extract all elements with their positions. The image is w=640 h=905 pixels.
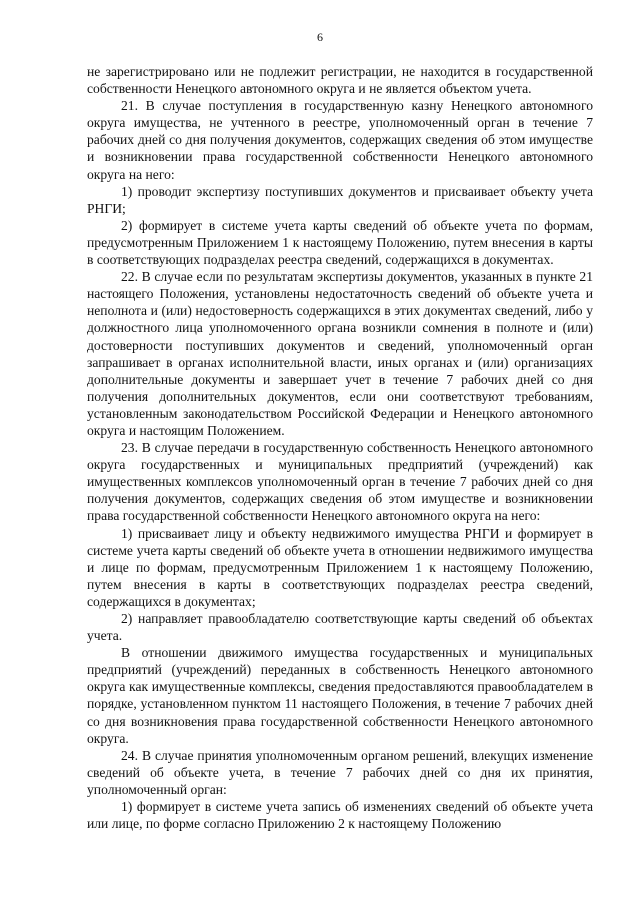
paragraph-clause-22: 22. В случае если по результатам экспертизы документов, указанных в пункте 21 настоящего Положения, установлены недостаточность сведений об объекте учета и неполнота и (или) недостоверность содержащихся в этих документах сведений, либо у должностного лица уполномоченного органа возникли сомнения в полноте и (или) достоверности поступивших документов и сведений, уполномоченный орган запрашивает в органах исполнительной власти, иных органах и (или) организациях дополнительные документы и завершает учет в течение 7 рабочих дней со дня получения дополнительных документов, если они соответствуют требованиям, установленным законодательством Российской Федерации и Ненецкого автономного округа и настоящим Положением. bbox=[87, 269, 593, 438]
paragraph-movable-property: В отношении движимого имущества государственных и муниципальных предприятий (учреждений) переданных в собственность Ненецкого автономного округа как имущественные комплексы, сведения предоставляются правообладателем в порядке, установленном пунктом 11 настоящего Положения, в течение 7 рабочих дней со дня возникновения права государственной собственности Ненецкого автономного округа. bbox=[87, 645, 593, 746]
paragraph-clause-23-item-2: 2) направляет правообладателю соответствующие карты сведений об объектах учета. bbox=[87, 611, 593, 644]
paragraph-clause-24: 24. В случае принятия уполномоченным органом решений, влекущих изменение сведений об объекте учета, в течение 7 рабочих дней со дня их принятия, уполномоченный орган: bbox=[87, 747, 593, 797]
page-number: 6 bbox=[317, 30, 323, 44]
document-body bbox=[87, 63, 593, 832]
paragraph-clause-21-item-2: 2) формирует в системе учета карты сведений об объекте учета по формам, предусмотренным Приложением 1 к настоящему Положению, путем внесения в карты в соответствующих подразделах реестра сведений, содержащихся в документах. bbox=[87, 217, 593, 268]
paragraph-clause-21: 21. В случае поступления в государственную казну Ненецкого автономного округа имущества, не учтенного в реестре, уполномоченный орган в течение 7 рабочих дней со дня получения документов, содержащих сведения об этом имуществе и возникновении права государственной собственности Ненецкого автономного округа на него: bbox=[87, 98, 593, 182]
paragraph-continuation: не зарегистрировано или не подлежит регистрации, не находится в государственной собственности Ненецкого автономного округа и не является объектом учета. bbox=[87, 64, 593, 97]
paragraph-clause-21-item-1: 1) проводит экспертизу поступивших документов и присваивает объекту учета РНГИ; bbox=[87, 183, 593, 216]
paragraph-clause-23-item-1: 1) присваивает лицу и объекту недвижимого имущества РНГИ и формирует в системе учета карты сведений об объекте учета в отношении недвижимого имущества и лице по формам, предусмотренным Приложением 1 к настоящему Положению, путем внесения в карты в соответствующих подразделах реестра сведений, содержащихся в документах; bbox=[87, 525, 593, 609]
paragraph-clause-24-item-1: 1) формирует в системе учета запись об изменениях сведений об объекте учета или лице, по форме согласно Приложению 2 к настоящему Положению bbox=[87, 799, 593, 832]
paragraph-clause-23: 23. В случае передачи в государственную собственность Ненецкого автономного округа государственных и муниципальных предприятий (учреждений) как имущественных комплексов уполномоченный орган в течение 7 рабочих дней со дня получения документов, содержащих сведения об этом имуществе и возникновении права государственной собственности Ненецкого автономного округа на него: bbox=[87, 440, 593, 524]
